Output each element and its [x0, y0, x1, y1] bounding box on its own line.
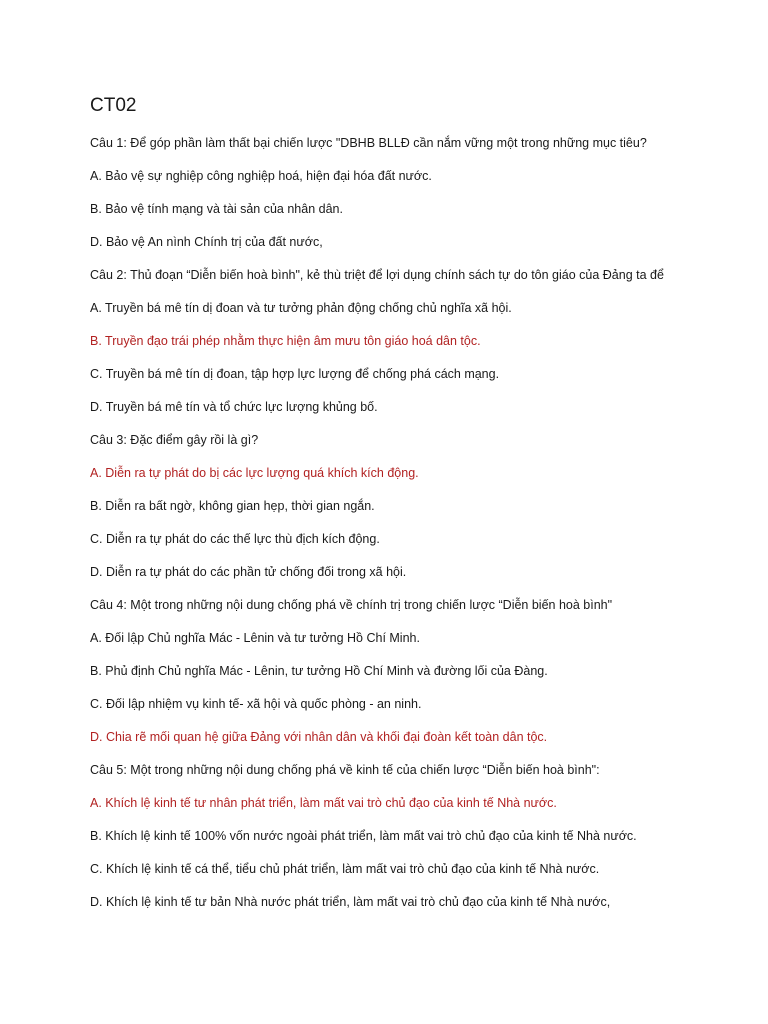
correct-answer-option: A. Diễn ra tự phát do bị các lực lượng quá khích kích động. [90, 466, 419, 480]
correct-answer-option: B. Truyền đạo trái phép nhằm thực hiện âm mưu tôn giáo hoá dân tộc. [90, 334, 481, 348]
answer-option: D. Diễn ra tự phát do các phần tử chống đối trong xã hội. [90, 565, 407, 579]
question-text: Câu 1: Để góp phần làm thất bại chiến lược "DBHB BLLĐ cần nắm vững một trong những mục tiêu? [90, 136, 647, 150]
answer-option: D. Truyền bá mê tín và tổ chức lực lượng khủng bố. [90, 400, 378, 414]
answer-option: C. Diễn ra tự phát do các thế lực thù địch kích động. [90, 532, 380, 546]
answer-option: D. Bảo vệ An nình Chính trị của đất nước, [90, 235, 323, 249]
answer-option: B. Phủ định Chủ nghĩa Mác - Lênin, tư tưởng Hồ Chí Minh và đường lối của Đàng. [90, 664, 548, 678]
answer-option: C. Truyền bá mê tín dị đoan, tập hợp lực lượng để chống phá cách mạng. [90, 367, 500, 381]
answer-option: A. Truyền bá mê tín dị đoan và tư tưởng phản động chống chủ nghĩa xã hội. [90, 301, 512, 315]
question-text: Câu 5: Một trong những nội dung chống phá về kinh tế của chiến lược “Diễn biến hoà bình": [90, 763, 600, 777]
question-text: Câu 4: Một trong những nội dung chống phá về chính trị trong chiến lược “Diễn biến hoà bình" [90, 598, 613, 612]
correct-answer-option: D. Chia rẽ mối quan hệ giữa Đảng với nhân dân và khối đại đoàn kết toàn dân tộc. [90, 730, 548, 744]
answer-option: D. Khích lệ kinh tế tư bản Nhà nước phát triển, làm mất vai trò chủ đạo của kinh tế Nhà nước, [90, 895, 611, 909]
correct-answer-option: A. Khích lệ kinh tế tư nhân phát triển, làm mất vai trò chủ đạo của kinh tế Nhà nước. [90, 796, 557, 810]
answer-option: B. Diễn ra bất ngờ, không gian hẹp, thời gian ngắn. [90, 499, 375, 513]
answer-option: A. Đối lập Chủ nghĩa Mác - Lênin và tư tưởng Hồ Chí Minh. [90, 631, 420, 645]
question-text: Câu 2: Thủ đoạn “Diễn biến hoà bình", kẻ thù triệt để lợi dụng chính sách tự do tôn giáo của Đảng ta để [90, 268, 664, 282]
question-text: Câu 3: Đặc điểm gây rồi là gì? [90, 433, 259, 447]
document-title: CT02 [90, 95, 137, 116]
answer-option: B. Bảo vệ tính mạng và tài sản của nhân dân. [90, 202, 343, 216]
answer-option: C. Đối lập nhiệm vụ kinh tế- xã hội và quốc phòng - an ninh. [90, 697, 422, 711]
answer-option: C. Khích lệ kinh tế cá thể, tiểu chủ phát triển, làm mất vai trò chủ đạo của kinh tế Nhà nước. [90, 862, 600, 876]
question-list [90, 133, 750, 925]
answer-option: A. Bảo vệ sự nghiệp công nghiệp hoá, hiện đại hóa đất nước. [90, 169, 432, 183]
answer-option: B. Khích lệ kinh tế 100% vốn nước ngoài phát triển, làm mất vai trò chủ đạo của kinh tế Nhà nước. [90, 829, 637, 843]
